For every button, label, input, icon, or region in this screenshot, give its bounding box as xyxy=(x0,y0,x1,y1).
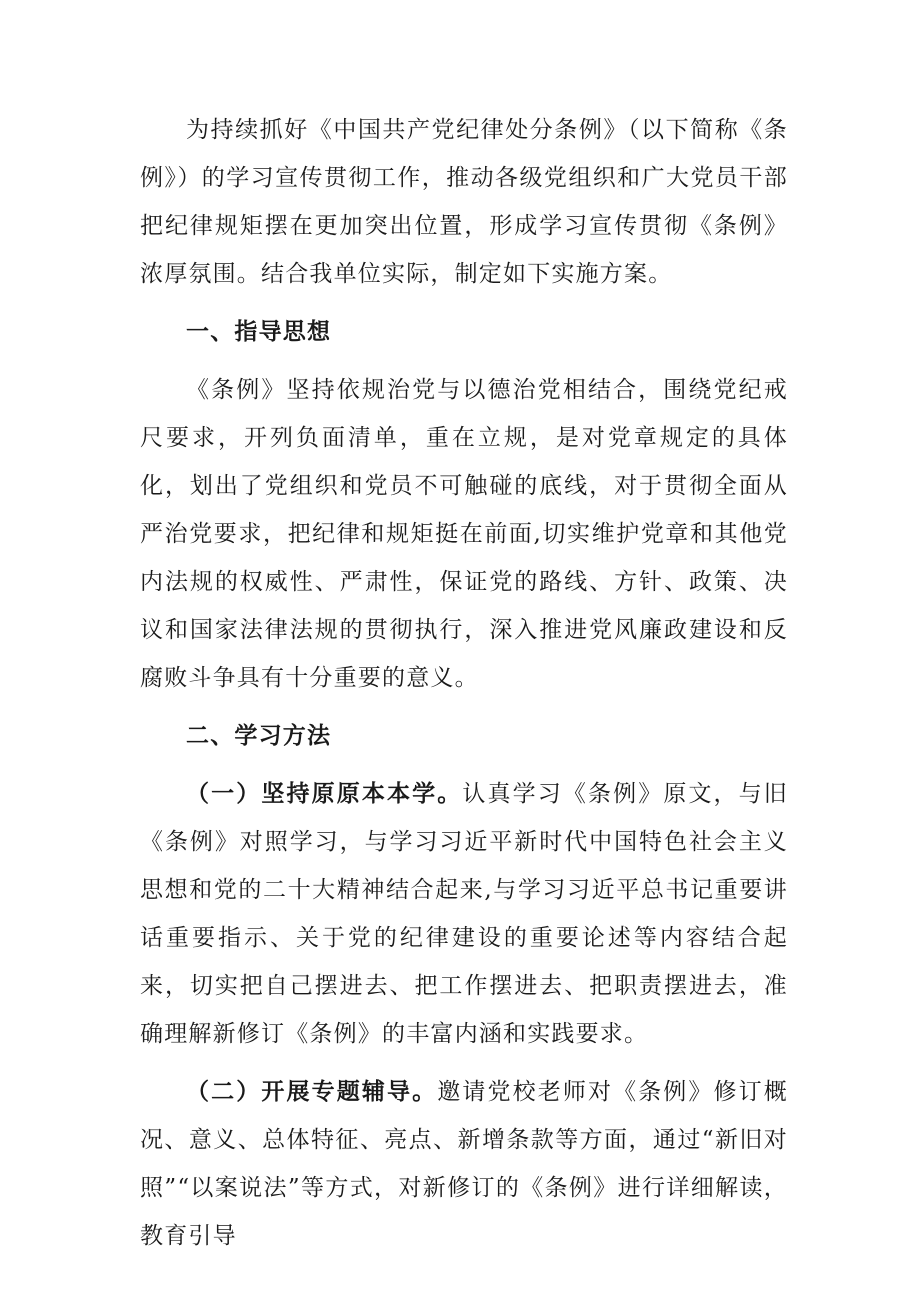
study-method-item-2 xyxy=(140,1068,788,1260)
guiding-ideology-paragraph: 《条例》坚持依规治党与以德治党相结合，围绕党纪戒尺要求，开列负面清单，重在立规，是对党章规定的具体化，划出了党组织和党员不可触碰的底线，对于贯彻全面从严治党要求，把纪律和规矩挺在前面,切实维护党章和其他党内法规的权威性、严肃性，保证党的路线、方针、政策、决议和国家法律法规的贯彻执行，深入推进党风廉政建设和反腐败斗争具有十分重要的意义。 xyxy=(140,377,788,691)
document-page xyxy=(140,106,788,1260)
item-1-lead: （一）坚持原原本本学。 xyxy=(186,781,463,807)
paragraph-gap xyxy=(140,1058,788,1068)
item-2-lead: （二）开展专题辅导。 xyxy=(186,1079,438,1105)
section-heading-guiding-ideology: 一、指导思想 xyxy=(186,319,332,345)
intro-paragraph: 为持续抓好《中国共产党纪律处分条例》（以下简称《条例》）的学习宣传贯彻工作，推动各级党组织和广大党员干部把纪律规矩摆在更加突出位置，形成学习宣传贯彻《条例》浓厚氛围。结合我单位实际，制定如下实施方案。 xyxy=(140,117,788,287)
item-1-body: 认真学习《条例》原文，与旧《条例》对照学习，与学习习近平新时代中国特色社会主义思想和党的二十大精神结合起来,与学习习近平总书记重要讲话重要指示、关于党的纪律建设的重要论述等内容结合起来，切实把自己摆进去、把工作摆进去、把职责摆进去，准确理解新修订《条例》的丰富内涵和实践要求。 xyxy=(140,781,788,1047)
section-heading-study-methods: 二、学习方法 xyxy=(186,723,332,749)
study-method-item-1 xyxy=(140,770,788,1058)
item-2-body: 邀请党校老师对《条例》修订概况、意义、总体特征、亮点、新增条款等方面，通过“新旧对照”“以案说法”等方式，对新修订的《条例》进行详细解读，教育引导 xyxy=(140,1079,788,1249)
